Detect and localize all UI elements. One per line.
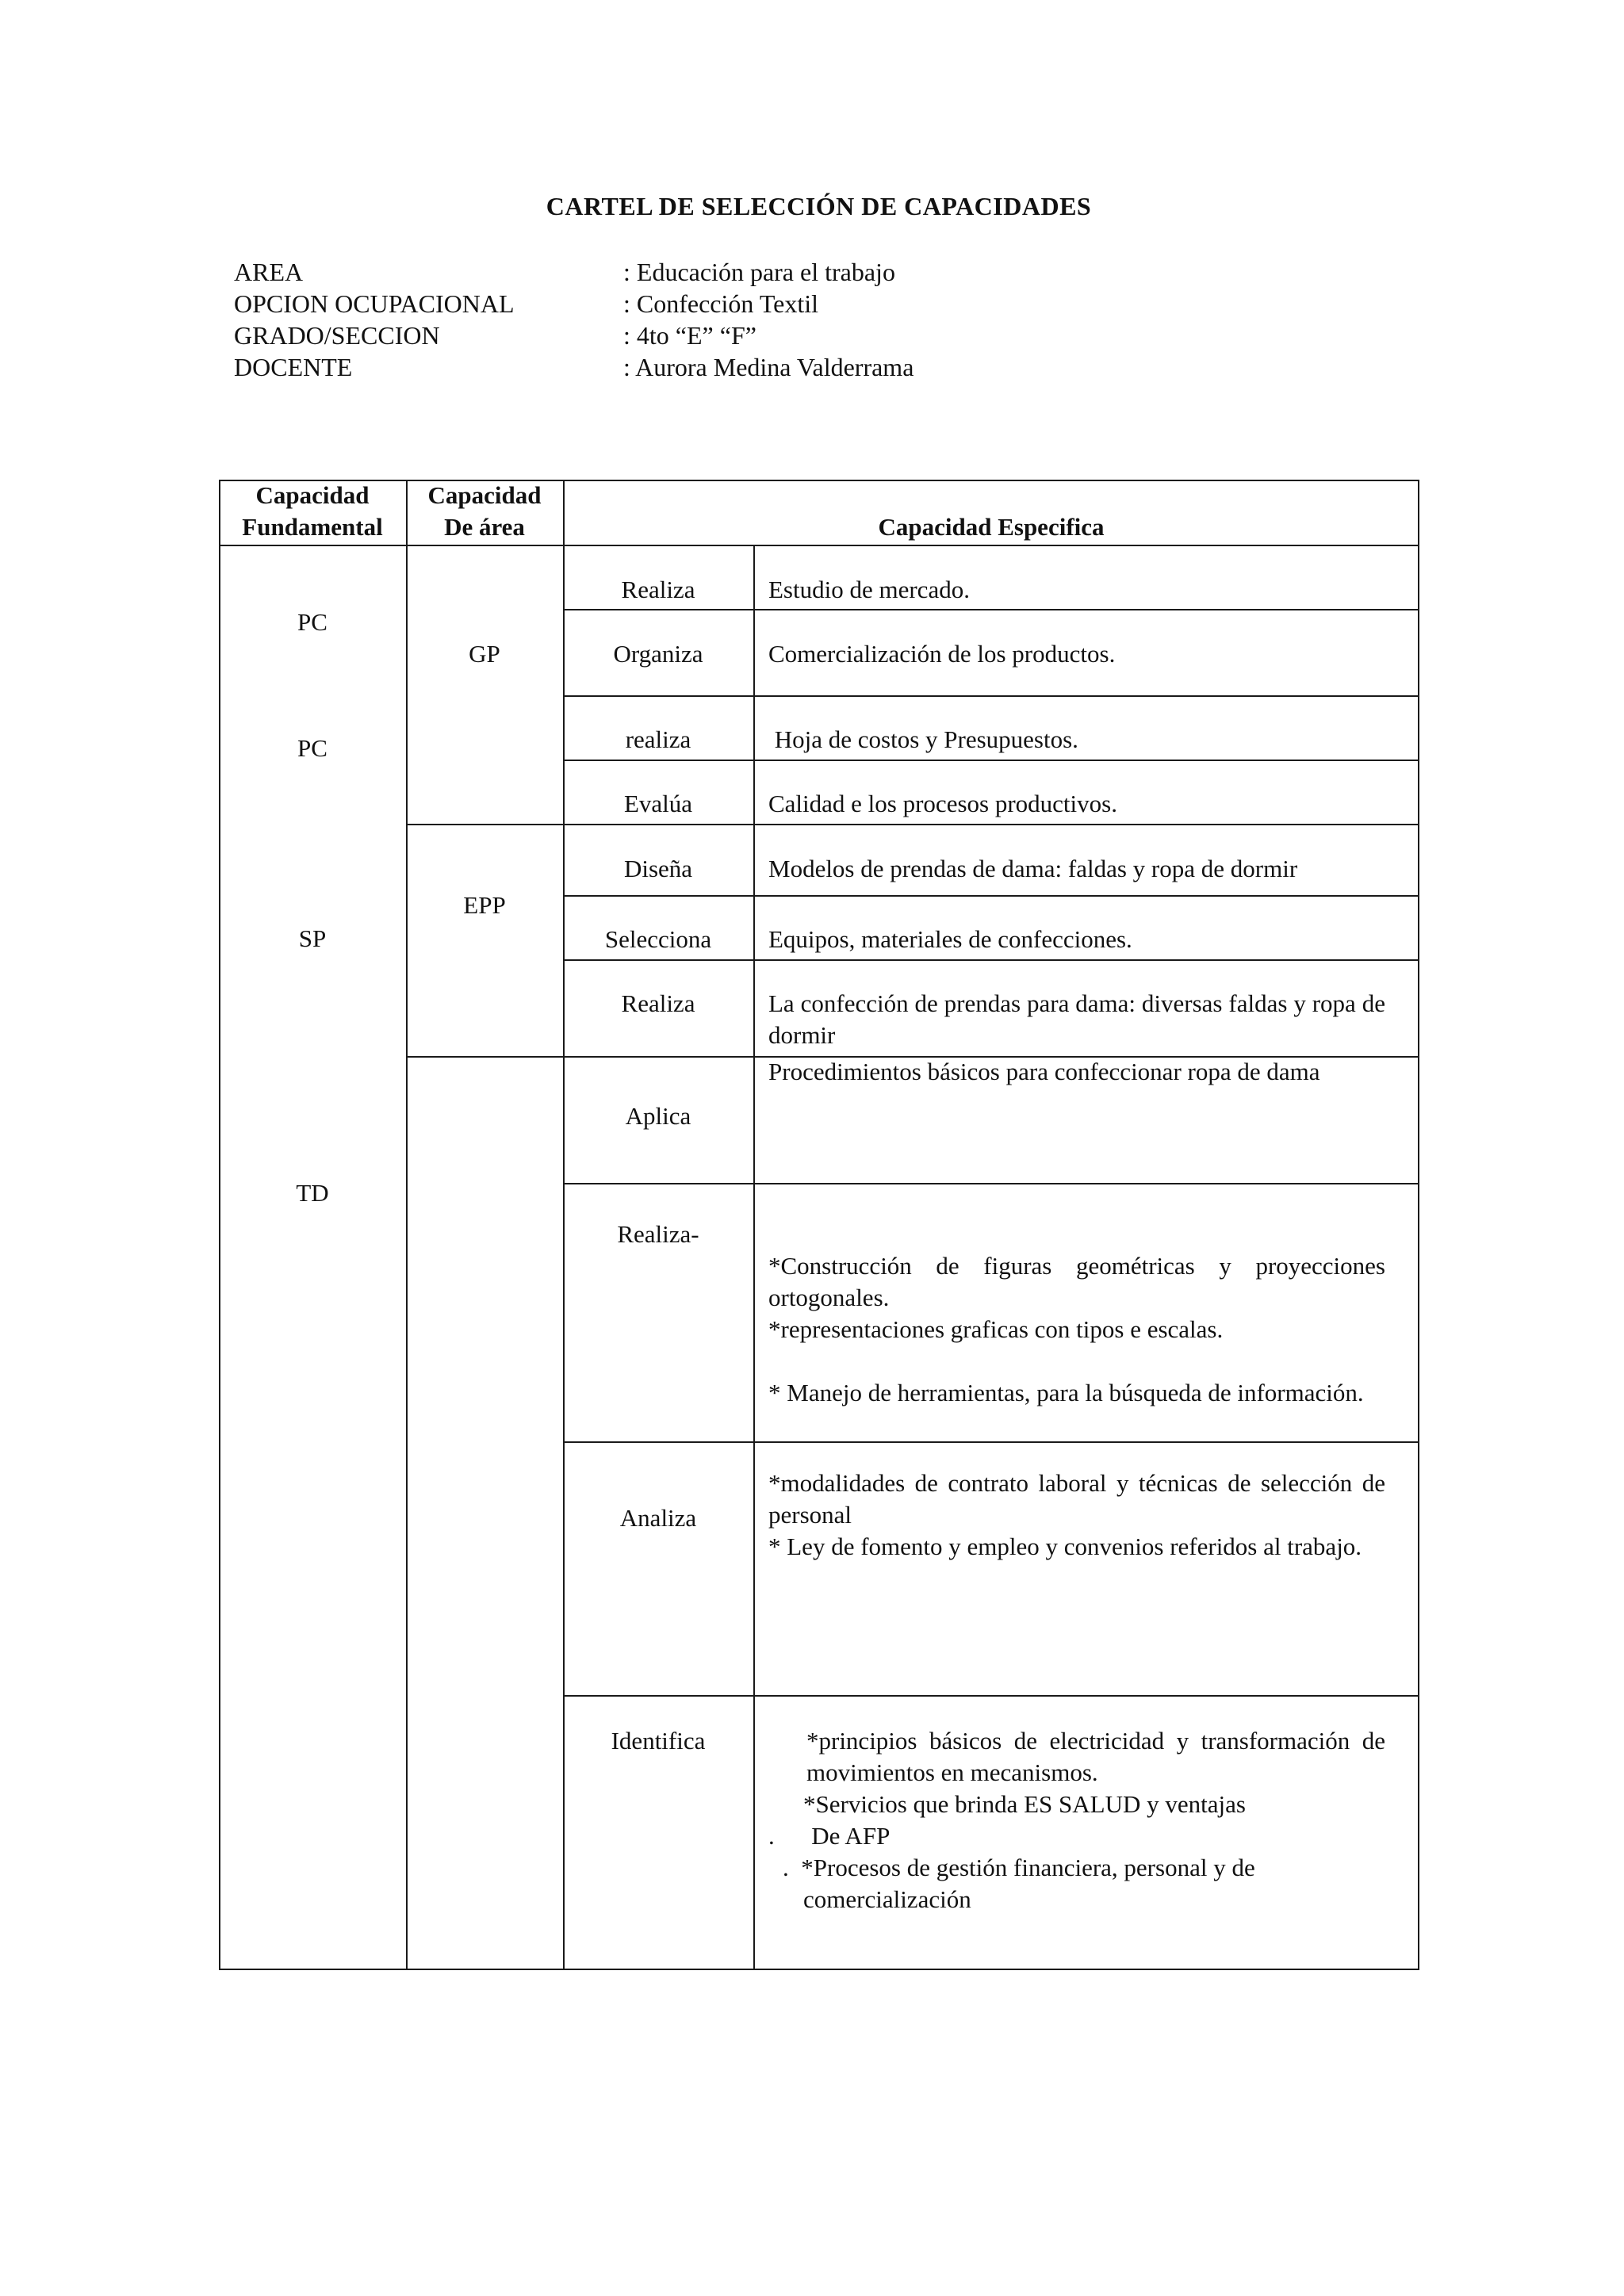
row-divider [563,1441,1419,1443]
area-label: AREA [234,258,304,286]
area-divider [406,824,563,825]
verb-cell: Diseña [623,855,693,882]
row-divider [563,824,1419,825]
row-divider [563,695,1419,697]
spec-cell-multiline [768,1725,1385,1915]
fundamental-pc-1: PC [297,608,327,636]
spec-line: *Servicios que brinda ES SALUD y ventajas [803,1790,1246,1818]
verb-cell: Analiza [619,1504,697,1532]
spec-line: *modalidades de contrato laboral y técnicas de selección de personal [768,1469,1385,1529]
spec-cell: Estudio de mercado. [768,576,970,603]
spec-line: * Ley de fomento y empleo y convenios referidos al trabajo. [768,1533,1362,1560]
fundamental-pc-2: PC [297,734,327,762]
header-line: Capacidad [255,481,370,509]
row-divider [563,609,1419,610]
opcion-label: OPCION OCUPACIONAL [234,289,515,318]
verb-cell: Realiza [621,989,695,1017]
row-divider [563,1183,1419,1184]
spec-cell: Calidad e los procesos productivos. [768,790,1117,817]
fundamental-td: TD [296,1179,329,1207]
spec-line: *representaciones graficas con tipos e escalas. [768,1315,1224,1343]
verb-cell: Identifica [611,1727,706,1755]
header-capacidad-especifica: Capacidad Especifica [878,513,1105,541]
area-divider [406,1056,563,1058]
table-border-bottom [219,1969,1419,1970]
area-epp: EPP [463,891,506,919]
header-divider [219,545,1419,546]
row-divider [563,895,1419,897]
header-capacidad-area [406,480,563,543]
spec-line: comercialización [803,1885,971,1913]
grado-label: GRADO/SECCION [234,321,440,350]
header-capacidad-fundamental [219,480,406,543]
docente-label: DOCENTE [234,353,353,381]
verb-cell: Realiza- [617,1220,699,1248]
page-title: CARTEL DE SELECCIÓN DE CAPACIDADES [546,192,1092,220]
spec-cell: Procedimientos básicos para confeccionar ropa de dama [768,1058,1320,1085]
verb-cell: Organiza [613,640,703,668]
spec-cell: Hoja de costos y Presupuestos. [768,725,1078,753]
spec-line [768,1725,1385,1789]
verb-cell: Realiza [621,576,695,603]
docente-value: : Aurora Medina Valderrama [623,353,914,381]
opcion-value: : Confección Textil [623,289,818,318]
table-border-right [1418,480,1419,1970]
verb-cell: Aplica [625,1102,691,1130]
spec-line: . *Procesos de gestión financiera, personal y de [783,1854,1255,1881]
area-gp: GP [469,640,500,668]
capacidades-table [219,480,1419,1970]
verb-cell: Evalúa [623,790,693,817]
spec-line: * Manejo de herramientas, para la búsqueda de información. [768,1379,1364,1406]
header-line: Capacidad [427,481,542,509]
spec-cell-multiline [768,1250,1385,1409]
col-divider-1 [406,480,408,1970]
spec-cell: Equipos, materiales de confecciones. [768,925,1132,953]
area-value: : Educación para el trabajo [623,258,895,286]
spec-cell: Modelos de prendas de dama: faldas y ropa de dormir [768,855,1298,882]
spec-cell: Comercialización de los productos. [768,640,1116,668]
row-divider [563,959,1419,961]
spec-line: *Construcción de figuras geométricas y proyecciones ortogonales. [768,1252,1385,1311]
col-divider-3 [753,545,755,1970]
table-border-left [219,480,220,1970]
row-divider [563,760,1419,761]
spec-cell: La confección de prendas para dama: diversas faldas y ropa de dormir [768,989,1385,1049]
verb-cell: realiza [625,725,691,753]
header-line: De área [444,513,525,541]
header-line: Fundamental [242,513,383,541]
verb-cell: Selecciona [604,925,712,953]
grado-value: : 4to “E” “F” [623,321,756,350]
row-divider [563,1695,1419,1697]
spec-line: . De AFP [768,1822,891,1850]
fundamental-sp: SP [298,924,327,952]
spec-line-text: *principios básicos de electricidad y transformación de movimientos en mecanismos. [806,1727,1385,1786]
spec-cell-multiline [768,1468,1385,1563]
